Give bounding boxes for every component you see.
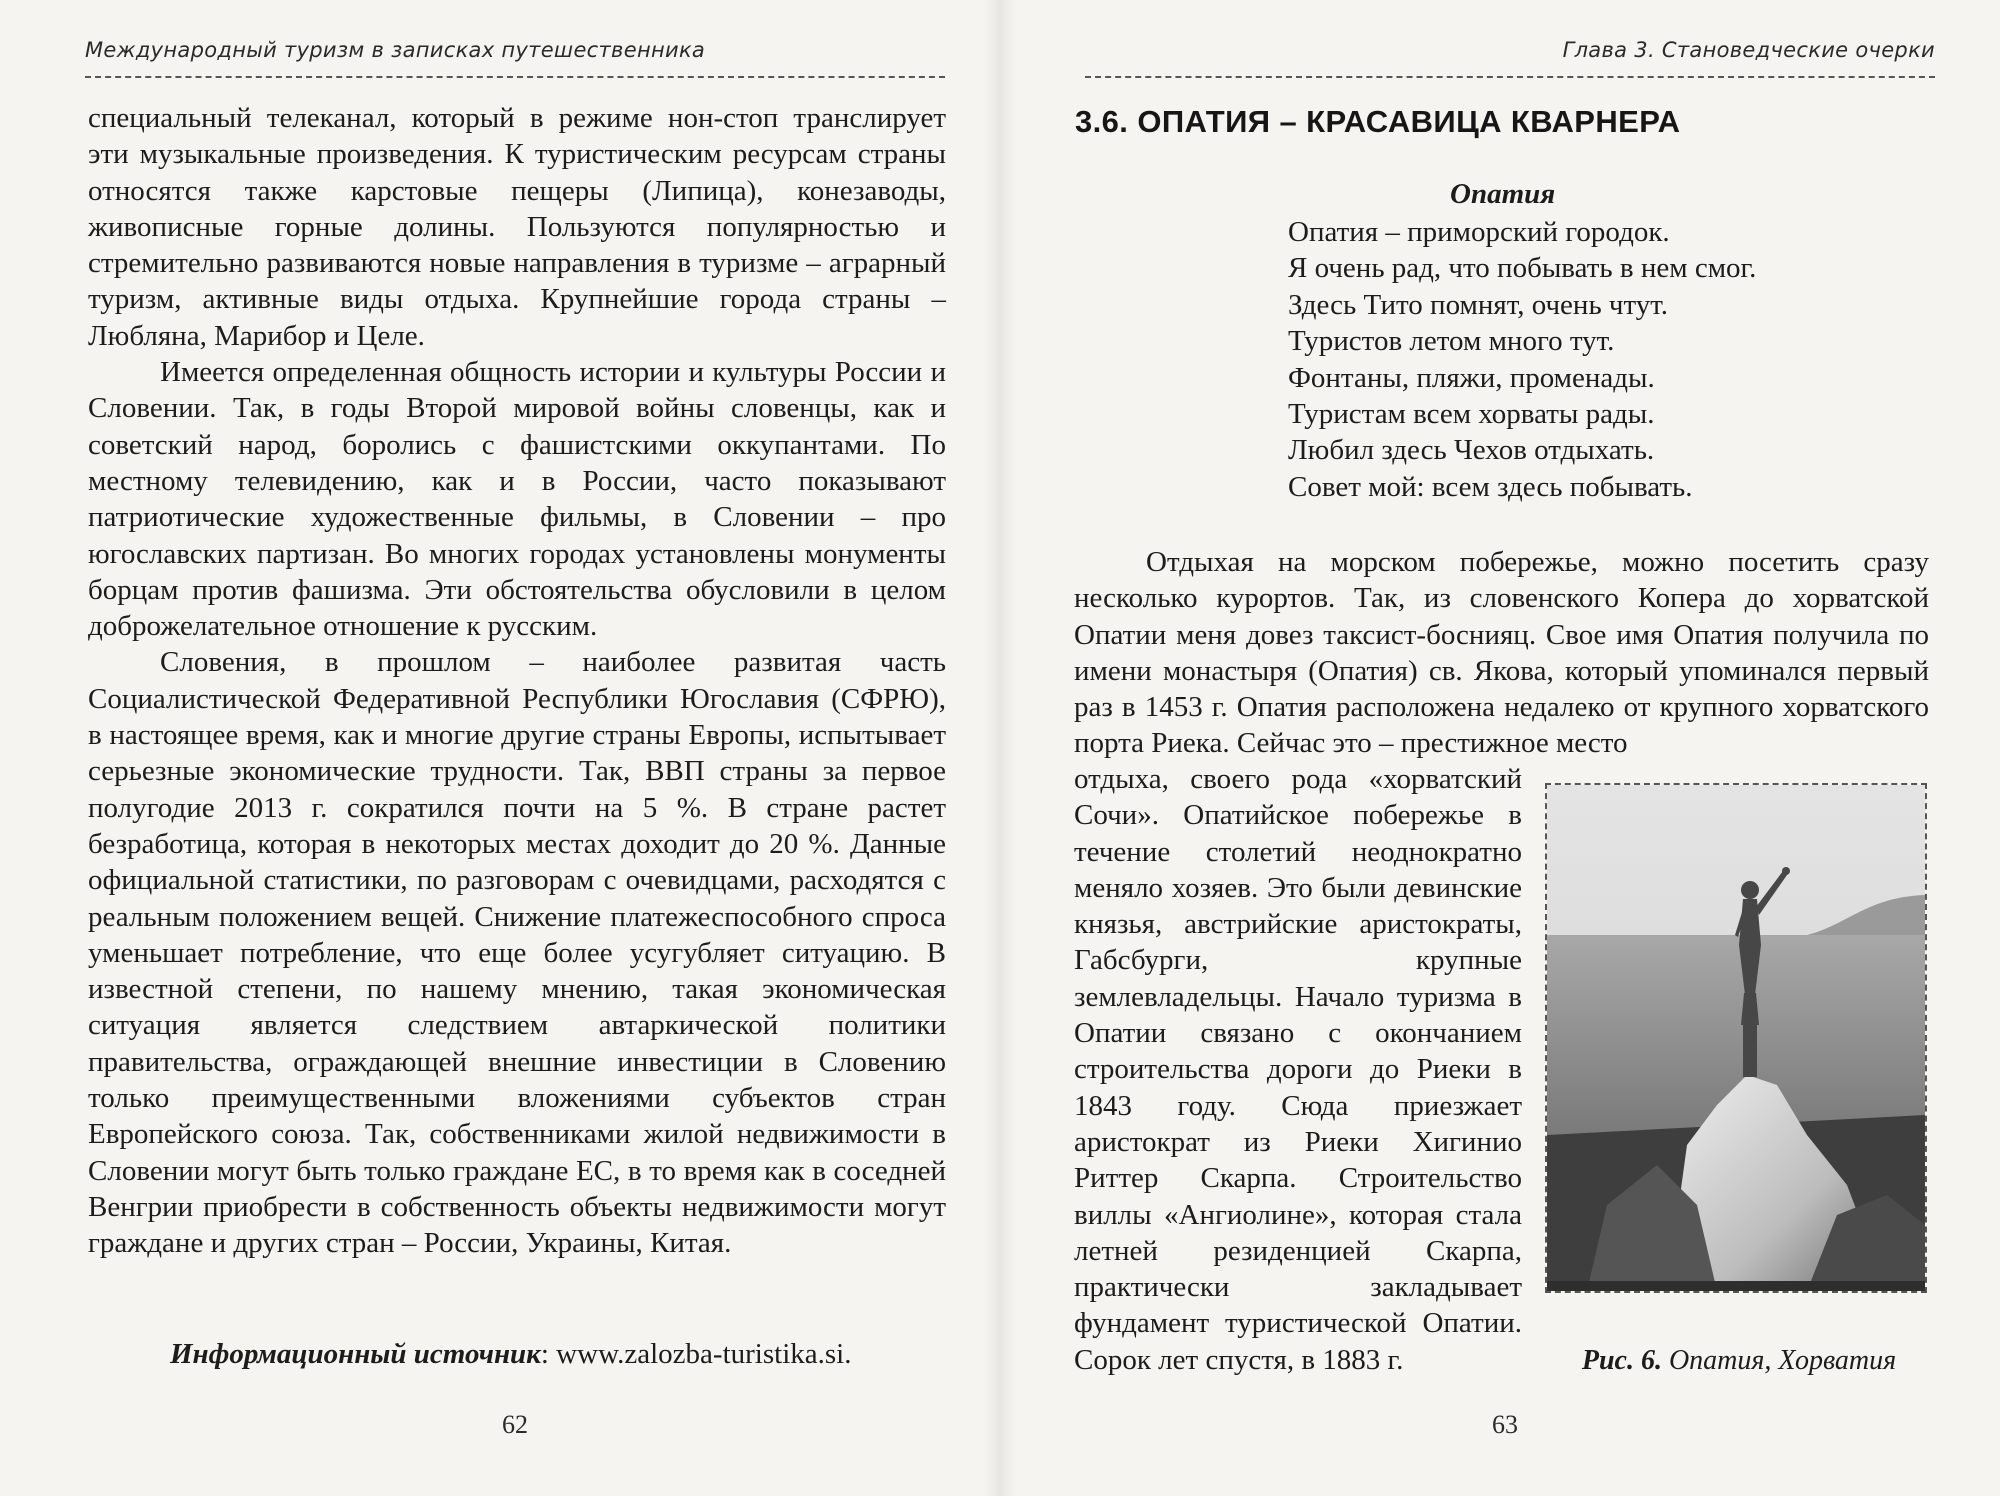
- chapter-title: 3.6. ОПАТИЯ – КРАСАВИЦА КВАРНЕРА: [1075, 104, 1681, 139]
- left-paragraph-2: Имеется определенная общность истории и культуры России и Словении. Так, в годы Второй мировой войны словенцы, как и советский народ, боролись с фашистскими оккупантами. По местному телевидению, как и в России, часто показывают патриотические художественные фильмы, в Словении – про югославских партизан. Во многих городах установлены монументы борцам против фашизма. Эти обстоятельства обусловили в целом доброжелательное отношение к русским.: [88, 356, 946, 643]
- left-running-head: Международный туризм в записках путешественника: [85, 38, 706, 62]
- poem-line: Здесь Тито помнят, очень чтут.: [1288, 288, 1669, 321]
- poem-line: Опатия – приморский городок.: [1288, 216, 1670, 248]
- poem: [1288, 214, 1756, 505]
- right-body-paragraph: [1074, 544, 1929, 762]
- figure-caption: [1548, 1345, 1930, 1377]
- right-wrapped-paragraph: отдыха, своего рода «хорватский Сочи». Опатийское побережье в течение столетий неоднократно меняло хозяев. Это были девинские князья, австрийские аристократы, Габсбурги, крупные землевладельцы. Начало туризма в Опатии связано с окончанием строительства дороги до Риеки в 1843 году. Сюда приезжает аристократ из Риеки Хигинио Риттер Скарпа. Строительство виллы «Ангиолине», которая стала летней резиденцией Скарпа, практически закладывает фундамент туристической Опатии. Сорок лет спустя, в 1883 г.: [1074, 763, 1522, 1376]
- right-header-rule: [1085, 76, 1935, 78]
- info-source-label: Информационный источник: [170, 1338, 541, 1370]
- right-page-number: 63: [1492, 1410, 1518, 1439]
- figure-label: Рис. 6.: [1581, 1345, 1662, 1376]
- right-wrapped-text: [1074, 761, 1522, 1378]
- right-running-head: Глава 3. Становедческие очерки: [1562, 38, 1935, 62]
- poem-line: Совет мой: всем здесь побывать.: [1288, 470, 1693, 503]
- poem-line: Я очень рад, что побывать в нем смог.: [1288, 252, 1757, 285]
- book-gutter: [985, 0, 1015, 1496]
- poem-title: Опатия: [1450, 178, 1556, 210]
- left-paragraph-1: специальный телеканал, который в режиме нон-стоп транслирует эти музыкальные произведения. К туристическим ресурсам страны относятся также карстовые пещеры (Липица), конезаводы, живописные горные долины. Пользуются популярностью и стремительно развиваются новые направления в туризме – аграрный туризм, активные виды отдыха. Крупнейшие города страны – Любляна, Марибор и Целе.: [88, 102, 946, 352]
- poem-line: Любил здесь Чехов отдыхать.: [1288, 434, 1655, 467]
- left-text-column: [88, 100, 946, 1262]
- poem-line: Туристов летом много тут.: [1288, 325, 1615, 358]
- left-page-number: 62: [502, 1410, 528, 1439]
- info-source-line: [170, 1338, 851, 1371]
- poem-line: Туристам всем хорваты рады.: [1288, 398, 1655, 431]
- right-body-text: Отдыхая на морском побережье, можно посетить сразу несколько курортов. Так, из словенского Копера до хорватской Опатии меня довез таксист-боснияц. Свое имя Опатия получила по имени монастыря (Опатия) св. Якова, который упоминался первый раз в 1453 г. Опатия расположена недалеко от крупного хорватского порта Риека. Сейчас это – престижное место: [1074, 546, 1929, 760]
- statue-photo-illustration: [1547, 785, 1925, 1291]
- figure-caption-text: Опатия, Хорватия: [1661, 1345, 1897, 1376]
- poem-line: Фонтаны, пляжи, променады.: [1288, 361, 1655, 394]
- figure-photo-opatija: [1545, 783, 1927, 1293]
- left-paragraph-3: Словения, в прошлом – наиболее развитая часть Социалистической Федеративной Республики Югославия (СФРЮ), в настоящее время, как и многие другие страны Европы, испытывает серьезные экономические трудности. Так, ВВП страны за первое полугодие 2013 г. сократился почти на 5 %. В стране растет безработица, которая в некоторых местах доходит до 20 %. Данные официальной статистики, по разговорам с очевидцами, расходятся с реальным положением вещей. Снижение платежеспособного спроса уменьшает потребление, что еще более усугубляет ситуацию. В известной степени, по нашему мнению, такая экономическая ситуация является следствием автаркической политики правительства, ограждающей внешние инвестиции в Словению только преимущественными вложениями субъектов стран Европейского союза. Так, собственниками жилой недвижимости в Словении могут быть только граждане ЕС, в то время как в соседней Венгрии приобрести в собственность объекты недвижимости могут граждане и других стран – России, Украины, Китая.: [88, 646, 946, 1260]
- info-source-url: : www.zalozba-turistika.si.: [540, 1338, 852, 1370]
- left-header-rule: [85, 76, 945, 78]
